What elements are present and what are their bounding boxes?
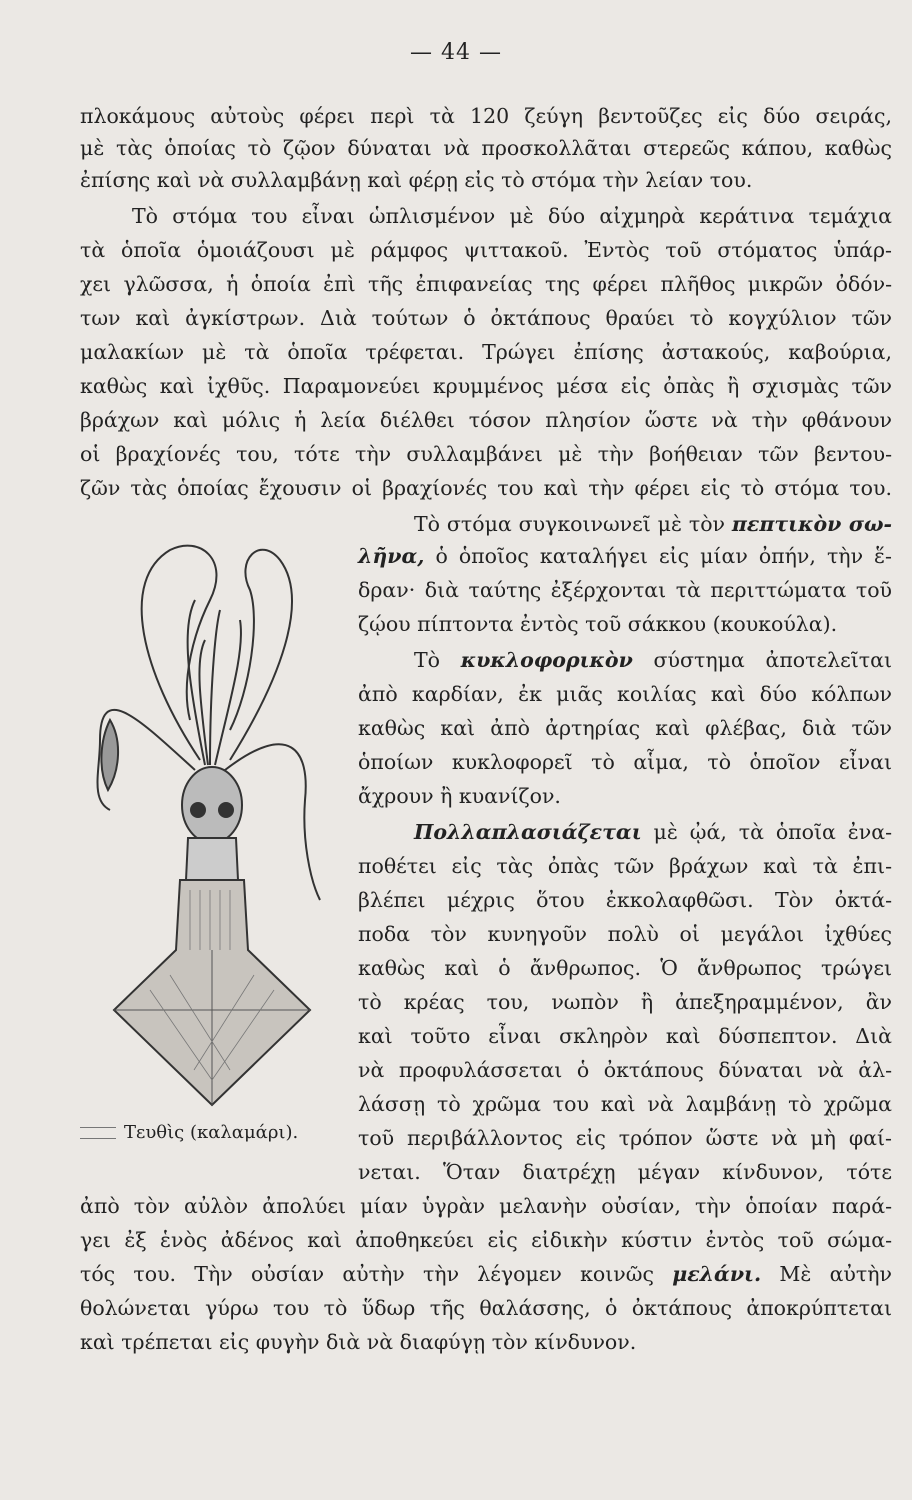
text-line: πλοκάμους αὐτοὺς φέρει περὶ τὰ 120 ζεύγη βεντοῦζες εἰς δύο σειράς, bbox=[80, 104, 892, 128]
figure-caption: Τευθὶς (καλαμάρι). bbox=[80, 1122, 340, 1143]
text-line: Τὸ στόμα του εἶναι ὡπλισμένον μὲ δύο αἰχμηρὰ κεράτινα τεμάχια bbox=[132, 204, 892, 228]
text-line: ζῴου πίπτοντα ἐντὸς τοῦ σάκκου (κουκούλα). bbox=[358, 612, 838, 636]
text-line: καὶ τρέπεται εἰς φυγὴν διὰ νὰ διαφύγῃ τὸν κίνδυνον. bbox=[80, 1330, 637, 1354]
text-line: καθὼς καὶ ὁ ἄνθρωπος. Ὁ ἄνθρωπος τρώγει bbox=[358, 956, 892, 980]
caption-mark-icon bbox=[80, 1127, 116, 1139]
text-line: νεται. Ὅταν διατρέχῃ μέγαν κίνδυνον, τότε bbox=[358, 1160, 892, 1184]
text-line: καὶ τοῦτο εἶναι σκληρὸν καὶ δύσπεπτον. Διὰ bbox=[358, 1024, 892, 1048]
text-line: καθὼς καὶ ἰχθῦς. Παραμονεύει κρυμμένος μέσα εἰς ὀπὰς ἢ σχισμὰς τῶν bbox=[80, 374, 892, 398]
page-number: — 44 — bbox=[410, 40, 502, 65]
text-line: ὁποίων κυκλοφορεῖ τὸ αἷμα, τὸ ὁποῖον εἶναι bbox=[358, 750, 892, 774]
text-line: καθὼς καὶ ἀπὸ ἀρτηρίας καὶ φλέβας, διὰ τῶν bbox=[358, 716, 892, 740]
text-line: γει ἐξ ἑνὸς ἀδένος καὶ ἀποθηκεύει εἰς εἰδικὴν κύστιν ἐντὸς τοῦ σώμα- bbox=[80, 1228, 892, 1252]
text-line: χει γλῶσσα, ἡ ὁποία ἐπὶ τῆς ἐπιφανείας της φέρει πλῆθος μικρῶν ὀδόν- bbox=[80, 272, 892, 296]
text-line: των καὶ ἀγκίστρων. Διὰ τούτων ὁ ὀκτάπους θραύει τὸ κογχύλιον τῶν bbox=[80, 306, 892, 330]
text-line: τός του. Τὴν οὐσίαν αὐτὴν τὴν λέγομεν κοινῶς μελάνι. Μὲ αὐτὴν bbox=[80, 1262, 892, 1286]
text-line: ποθέτει εἰς τὰς ὀπὰς τῶν βράχων καὶ τὰ ἐπι- bbox=[358, 854, 892, 878]
text-line: τὰ ὁποῖα ὁμοιάζουσι μὲ ράμφος ψιττακοῦ. Ἐντὸς τοῦ στόματος ὑπάρ- bbox=[80, 238, 892, 262]
text-line: Τὸ στόμα συγκοινωνεῖ μὲ τὸν πεπτικὸν σω- bbox=[414, 512, 892, 536]
text-line: ἐπίσης καὶ νὰ συλλαμβάνῃ καὶ φέρῃ εἰς τὸ στόμα τὴν λείαν του. bbox=[80, 168, 753, 192]
text-line: Πολλαπλασιάζεται μὲ ᾠά, τὰ ὁποῖα ἐνα- bbox=[414, 820, 892, 844]
text-line: ἀπὸ καρδίαν, ἐκ μιᾶς κοιλίας καὶ δύο κόλπων bbox=[358, 682, 892, 706]
text-line: μαλακίων μὲ τὰ ὁποῖα τρέφεται. Τρώγει ἐπίσης ἀστακούς, καβούρια, bbox=[80, 340, 892, 364]
text-line: Τὸ κυκλοφορικὸν σύστημα ἀποτελεῖται bbox=[414, 648, 892, 672]
text-line: ἄχρουν ἢ κυανίζον. bbox=[358, 784, 561, 808]
text-line: ποδα τὸν κυνηγοῦν πολὺ οἱ μεγάλοι ἰχθύες bbox=[358, 922, 892, 946]
text-line: τοῦ περιβάλλοντος εἰς τρόπον ὥστε νὰ μὴ φαί- bbox=[358, 1126, 892, 1150]
text-line: μὲ τὰς ὁποίας τὸ ζῷον δύναται νὰ προσκολλᾶται στερεῶς κάπου, καθὼς bbox=[80, 136, 892, 160]
text-line: τὸ κρέας του, νωπὸν ἢ ἀπεξηραμμένον, ἂν bbox=[358, 990, 892, 1014]
text-line: νὰ προφυλάσσεται ὁ ὀκτάπους δύναται νὰ ἀλ- bbox=[358, 1058, 892, 1082]
text-line: θολώνεται γύρω του τὸ ὕδωρ τῆς θαλάσσης, ὁ ὀκτάπους ἀποκρύπτεται bbox=[80, 1296, 892, 1320]
text-line: βράχων καὶ μόλις ἡ λεία διέλθει τόσον πλησίον ὥστε νὰ τὴν φθάνουν bbox=[80, 408, 892, 432]
text-line: δραν· διὰ ταύτης ἐξέρχονται τὰ περιττώματα τοῦ bbox=[358, 578, 892, 602]
text-line: βλέπει μέχρις ὅτου ἐκκολαφθῶσι. Τὸν ὀκτά- bbox=[358, 888, 892, 912]
squid-illustration-icon bbox=[80, 520, 340, 1130]
text-line: λάσσῃ τὸ χρῶμα του καὶ νὰ λαμβάνῃ τὸ χρῶμα bbox=[358, 1092, 892, 1116]
text-line: λῆνα, ὁ ὁποῖος καταλήγει εἰς μίαν ὀπήν, τὴν ἕ- bbox=[358, 544, 892, 568]
text-line: οἱ βραχίονές του, τότε τὴν συλλαμβάνει μὲ τὴν βοήθειαν τῶν βεντου- bbox=[80, 442, 892, 466]
text-line: ἀπὸ τὸν αὐλὸν ἀπολύει μίαν ὑγρὰν μελανὴν οὐσίαν, τὴν ὁποίαν παρά- bbox=[80, 1194, 892, 1218]
text-line: ζῶν τὰς ὁποίας ἔχουσιν οἱ βραχίονές του καὶ τὴν φέρει εἰς τὸ στόμα του. bbox=[80, 476, 892, 500]
